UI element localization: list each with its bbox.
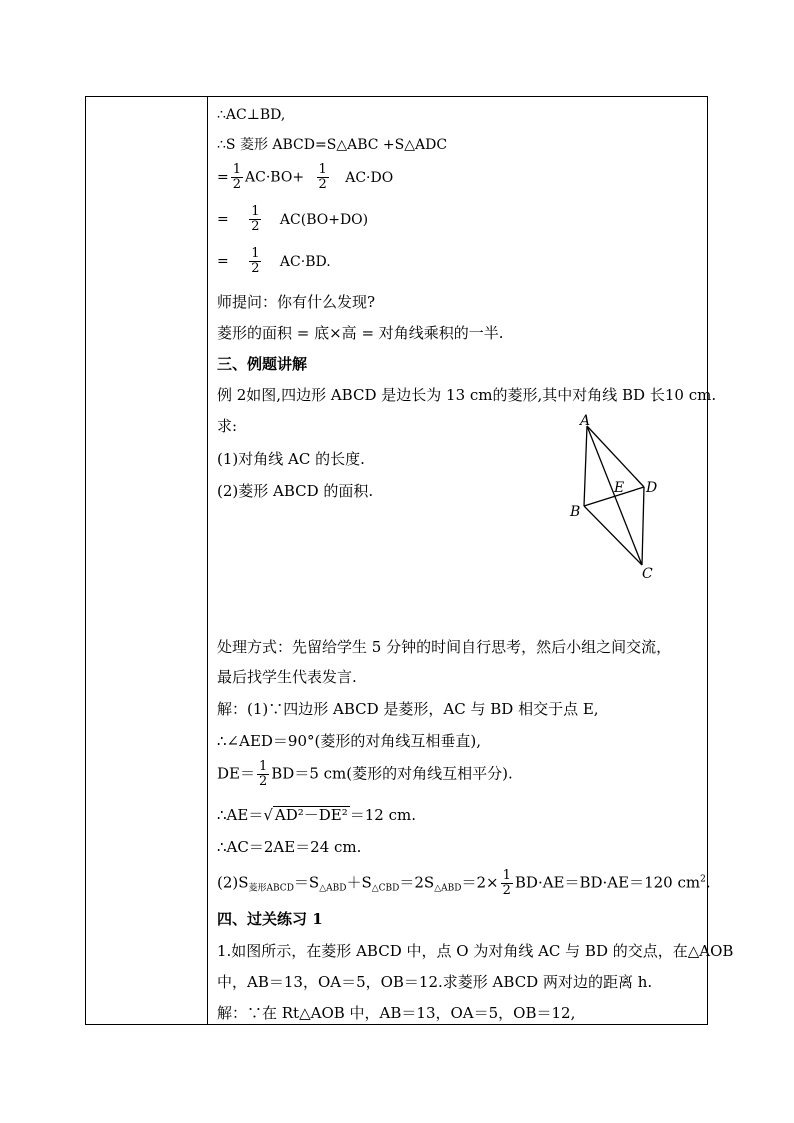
area-sub-abd: △ABD: [319, 883, 347, 894]
term-ac-sum: AC(BO+DO): [279, 211, 369, 228]
fraction-half: [249, 205, 261, 234]
solution-line-1: 解：(1)∵四边形 ABCD 是菱形，AC 与 BD 相交于点 E,: [217, 700, 599, 718]
fraction-numerator: 1: [258, 759, 268, 774]
fraction-numerator: 1: [318, 162, 327, 177]
area-conclusion: 菱形的面积 = 底×高 = 对角线乘积的一半.: [217, 324, 504, 342]
term-ac-bd: AC·BD.: [279, 253, 331, 270]
term-ac-do: AC·DO: [345, 169, 394, 186]
equals: =: [217, 253, 229, 270]
fraction-half: [317, 163, 329, 192]
edge-ad: [587, 426, 644, 487]
area-eq3: ＝2×: [461, 873, 499, 892]
area-s: (2)S: [217, 873, 249, 892]
practice-line-2: 中，AB＝13，OA＝5，OB＝12.求菱形 ABCD 两对边的距离 h.: [217, 973, 653, 991]
term-ac-bo: AC·BO+: [245, 169, 305, 186]
proof-line-4: [217, 205, 368, 234]
fraction-denominator: 2: [232, 177, 242, 192]
area-period: .: [705, 873, 711, 892]
vertex-label-a: A: [580, 413, 591, 429]
area-sub-rhombus: 菱形ABCD: [248, 883, 294, 894]
equals: =: [217, 169, 229, 186]
proof-line-1: ∴AC⊥BD,: [217, 107, 286, 123]
teacher-question: 师提问：你有什么发现?: [217, 293, 376, 311]
solution-line-3: [217, 760, 513, 789]
fraction-denominator: 2: [251, 219, 260, 234]
fraction-half: [249, 247, 261, 276]
practice-line-1: 1.如图所示，在菱形 ABCD 中，点 O 为对角线 AC 与 BD 的交点，在△AOB: [217, 942, 734, 960]
fraction-denominator: 2: [318, 177, 327, 192]
section-heading-4: 四、过关练习 1: [217, 910, 323, 928]
edge-cb: [584, 506, 642, 565]
method-line-1: 处理方式：先留给学生 5 分钟的时间自行思考，然后小组之间交流，: [217, 638, 672, 656]
fraction-half: [257, 760, 269, 789]
solution-line-6: [217, 869, 711, 899]
edge-ba: [584, 426, 587, 506]
edge-dc: [642, 487, 644, 565]
section-heading-3: 三、例题讲解: [217, 355, 308, 373]
solution-line-5: ∴AC＝2AE＝24 cm.: [217, 838, 362, 856]
vertex-label-d: D: [646, 480, 658, 496]
area-plus: ＋S: [346, 873, 372, 892]
proof-line-2: ∴S 菱形 ABCD=S△ABC +S△ADC: [217, 137, 448, 153]
solution-line-4: [217, 805, 416, 825]
rhombus-figure: [560, 410, 670, 580]
area-eq2: ＝2S: [399, 873, 435, 892]
practice-line-3: 解：∵在 Rt△AOB 中，AB＝13，OA＝5，OB＝12,: [217, 1004, 576, 1022]
vertex-label-c: C: [642, 566, 653, 580]
fraction-denominator: 2: [258, 774, 268, 789]
area-sub-abd-2: △ABD: [434, 883, 462, 894]
fraction-numerator: 1: [502, 868, 511, 883]
ae-value: ＝12 cm.: [349, 806, 417, 824]
equals: =: [217, 211, 229, 228]
de-label: DE＝: [217, 764, 255, 783]
vertex-label-b: B: [570, 504, 581, 520]
fraction-numerator: 1: [251, 246, 260, 261]
method-line-2: 最后找学生代表发言.: [217, 668, 357, 686]
area-eq1: ＝S: [293, 873, 320, 892]
area-unit-sup: 2: [700, 874, 706, 885]
sqrt-icon: √: [263, 806, 273, 824]
area-sub-cbd: △CBD: [371, 883, 400, 894]
fraction-numerator: 1: [232, 162, 242, 177]
proof-line-3: [217, 163, 393, 192]
ae-label: ∴AE＝: [217, 806, 264, 824]
fraction-half: [501, 869, 513, 898]
fraction-half: [231, 163, 243, 192]
example-question-1: (1)对角线 AC 的长度.: [217, 450, 365, 468]
fraction-denominator: 2: [502, 883, 511, 898]
sqrt-expression: AD²－DE²: [274, 806, 348, 824]
de-value: BD＝5 cm(菱形的对角线互相平分).: [271, 764, 513, 783]
solution-line-2: ∴∠AED＝90°(菱形的对角线互相垂直),: [217, 732, 481, 750]
area-result: BD·AE＝BD·AE＝120 cm: [514, 873, 701, 892]
point-label-e: E: [614, 480, 625, 496]
proof-line-5: [217, 247, 331, 276]
fraction-numerator: 1: [251, 204, 260, 219]
column-divider: [207, 97, 208, 1024]
example-line-2: 求:: [217, 417, 238, 435]
example-line-1: 例 2如图,四边形 ABCD 是边长为 13 cm的菱形,其中对角线 BD 长10 cm.: [217, 386, 717, 404]
example-question-2: (2)菱形 ABCD 的面积.: [217, 482, 374, 500]
fraction-denominator: 2: [251, 261, 260, 276]
